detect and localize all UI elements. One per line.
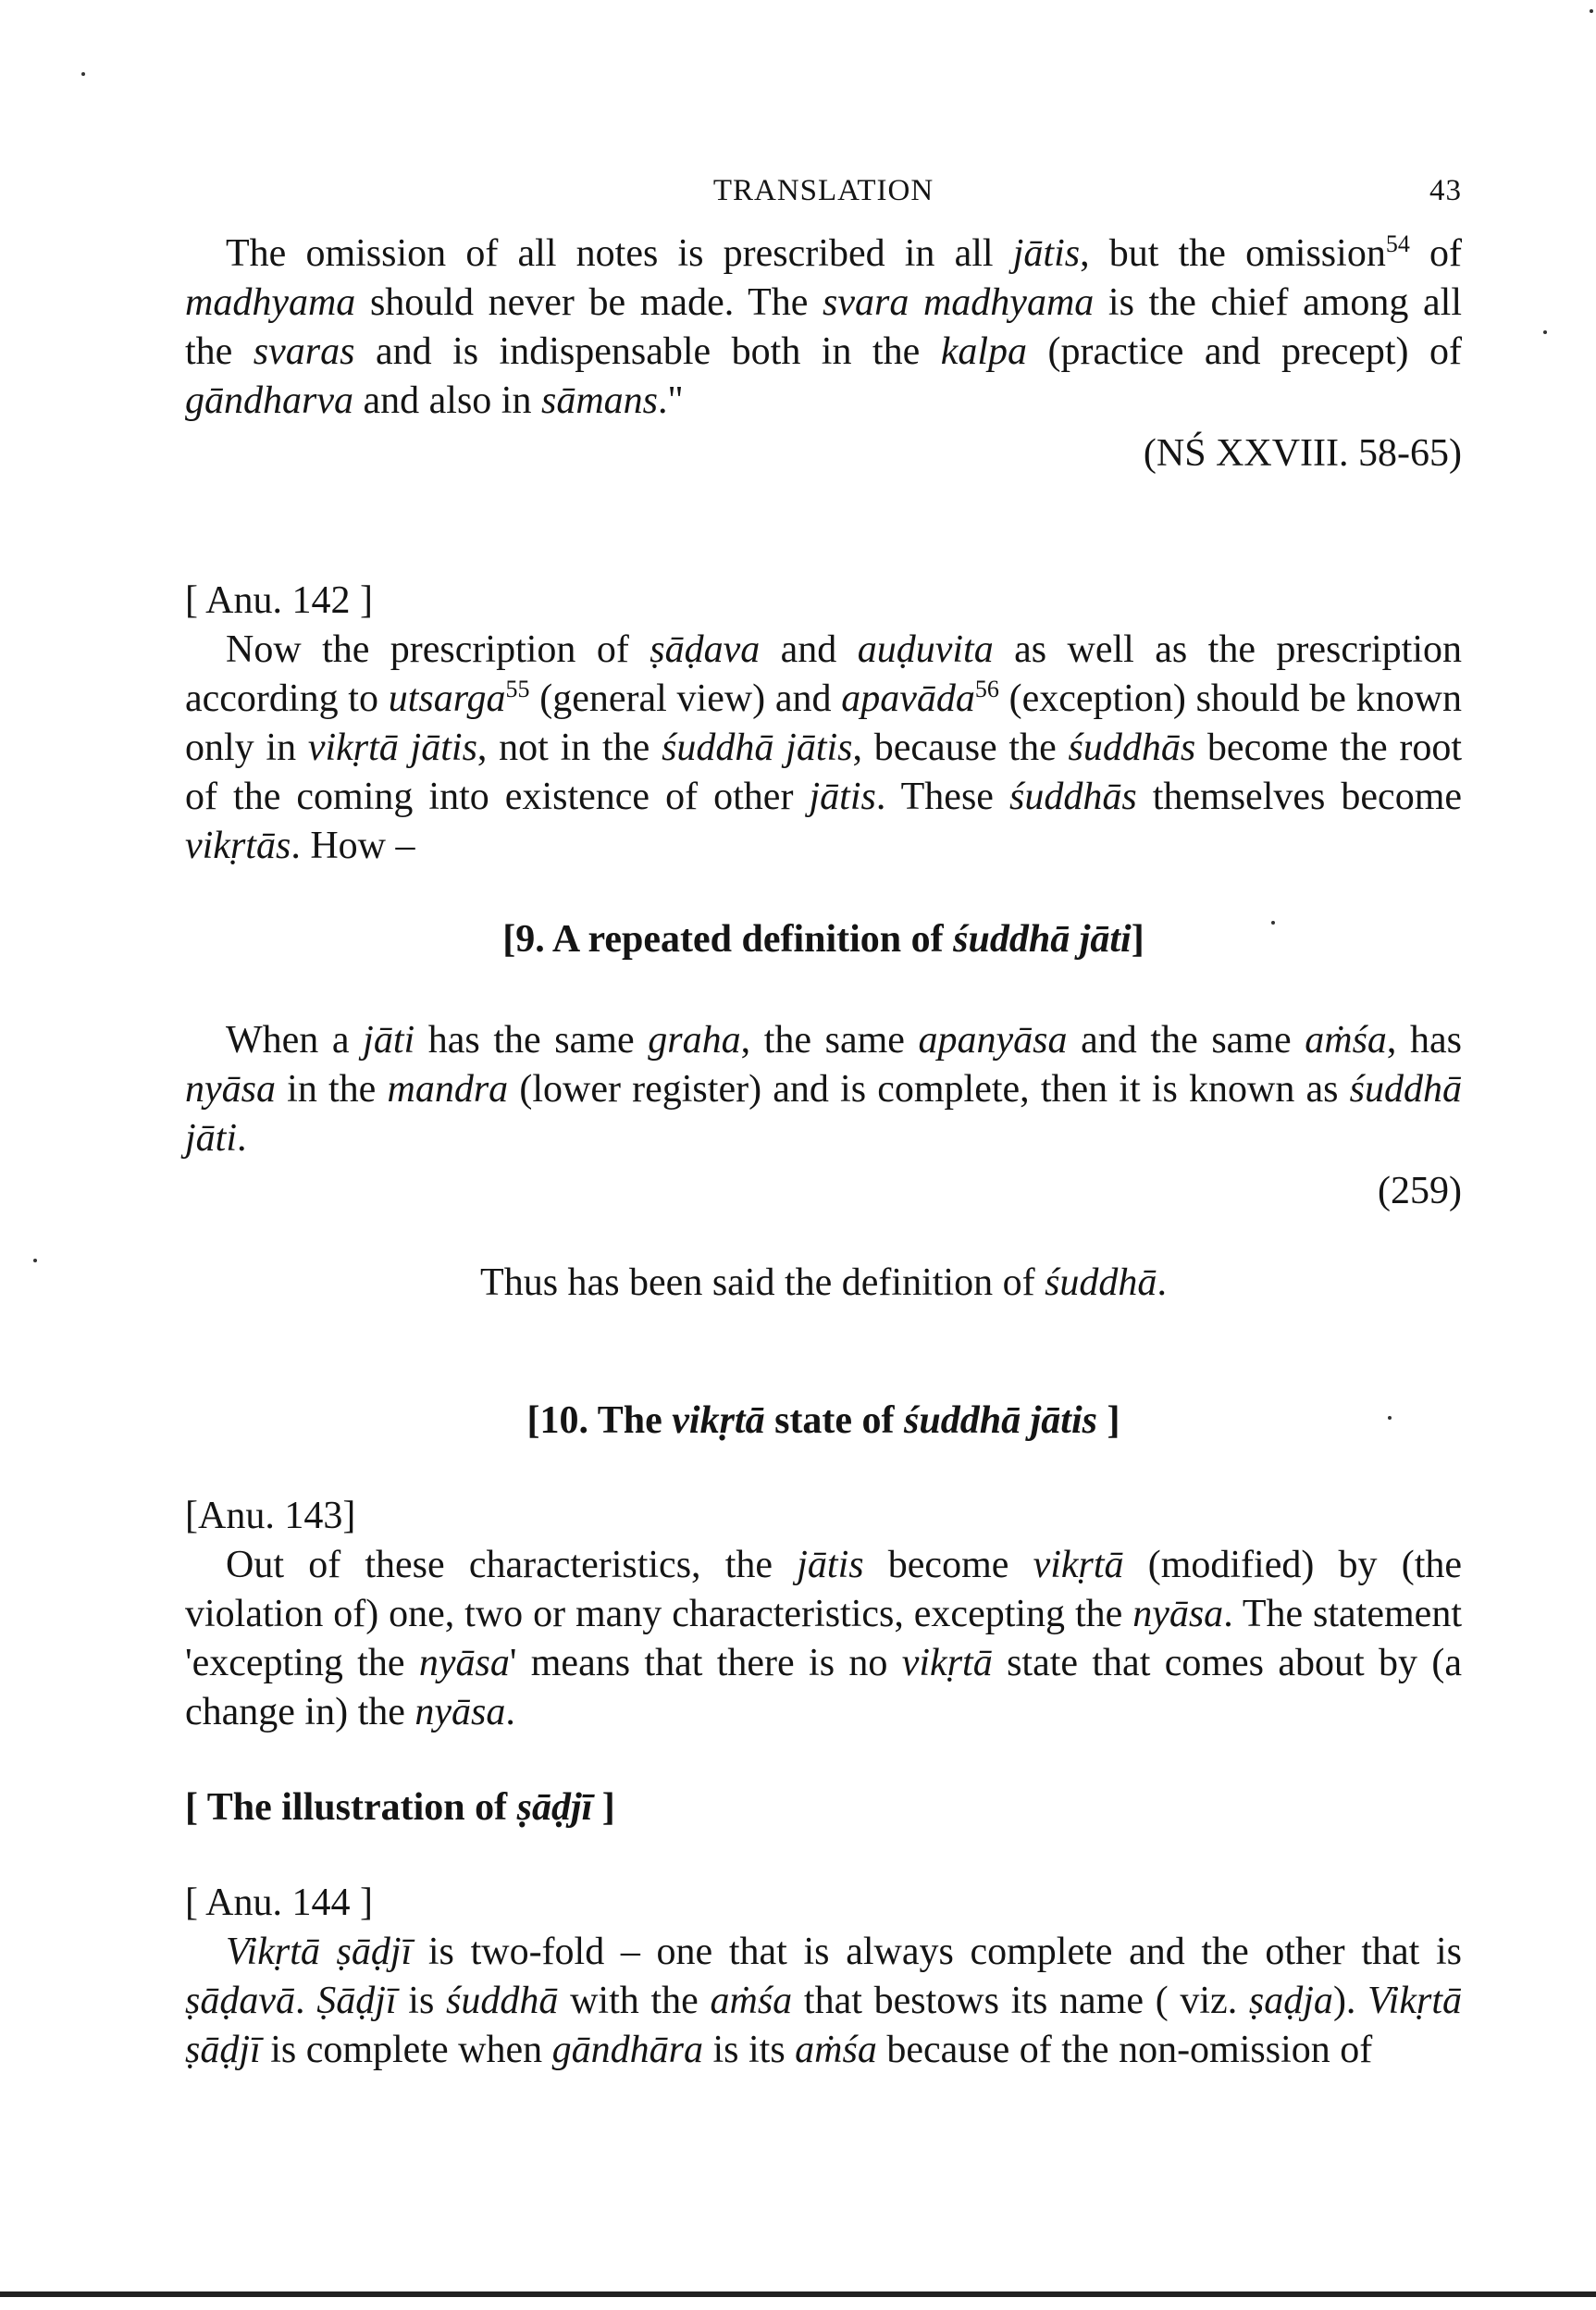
running-title: TRANSLATION [712, 174, 934, 207]
paragraph-anu-144: Vikṛtā ṣāḍjī is two-fold – one that is always complete and the other that is ṣāḍavā. Ṣāḍjī is śuddhā with the aṁśa that bestows its name ( viz. ṣaḍja). Vikṛtā ṣāḍjī is complete when gāndhāra is its aṁśa because of the non-omission of [185, 1931, 1463, 2071]
definition-summary: Thus has been said the definition of śuddhā. [480, 1261, 1167, 1304]
page-number: 43 [1429, 174, 1462, 207]
paragraph-omission: The omission of all notes is prescribed in all jātis, but the omission$^{54}$ of madhyama should never be made. The svara madhyama is the chief among all the svaras and is indispensable both in the kalpa (practice and precept) of gāndharva and also in sāmans." [185, 230, 1462, 422]
verse-number: (259) [1378, 1170, 1462, 1212]
section-heading-10: [10. The vikṛtā state of śuddhā jātis ] [526, 1399, 1120, 1442]
section-heading-9: [9. A repeated definition of śuddhā jāti] [502, 918, 1144, 961]
scan-speck [33, 1259, 37, 1262]
scan-speck [1271, 921, 1275, 925]
paragraph-anu-143: Out of these characteristics, the jātis become vikṛtā (modified) by (the violation of) one, two or many characteristics, excepting the nyāsa. The statement 'excepting the nyāsa' means that there is no vikṛtā state that comes about by (a change in) the nyāsa. [185, 1544, 1463, 1733]
anu-label-143: [Anu. 143] [185, 1495, 356, 1537]
page-header [185, 174, 1462, 211]
verse-reference: (NŚ XXVIII. 58-65) [1143, 432, 1462, 475]
scan-speck [1543, 330, 1547, 334]
anu-label-142: [ Anu. 142 ] [185, 579, 373, 622]
bottom-scan-edge [0, 2291, 1596, 2297]
subheading-sadji: [ The illustration of ṣāḍjī ] [185, 1786, 615, 1829]
paragraph-anu-142: Now the prescription of ṣāḍava and auḍuvita as well as the prescription according to utsarga$^{55}$ (general view) and apavāda$^{56}$ (exception) should be known only in vikṛtā jātis, not in the śuddhā jātis, because the śuddhās become the root of the coming into existence of other jātis. These śuddhās themselves become vikṛtās. How – [185, 628, 1462, 867]
anu-label-144: [ Anu. 144 ] [185, 1882, 373, 1924]
paragraph-definition: When a jāti has the same graha, the same apanyāsa and the same aṁśa, has nyāsa in the mandra (lower register) and is complete, then it is known as śuddhā jāti. [185, 1019, 1463, 1160]
page-body [185, 230, 1462, 2075]
scan-speck [1388, 1416, 1392, 1420]
scan-speck [81, 72, 85, 76]
scan-speck [1590, 9, 1593, 13]
